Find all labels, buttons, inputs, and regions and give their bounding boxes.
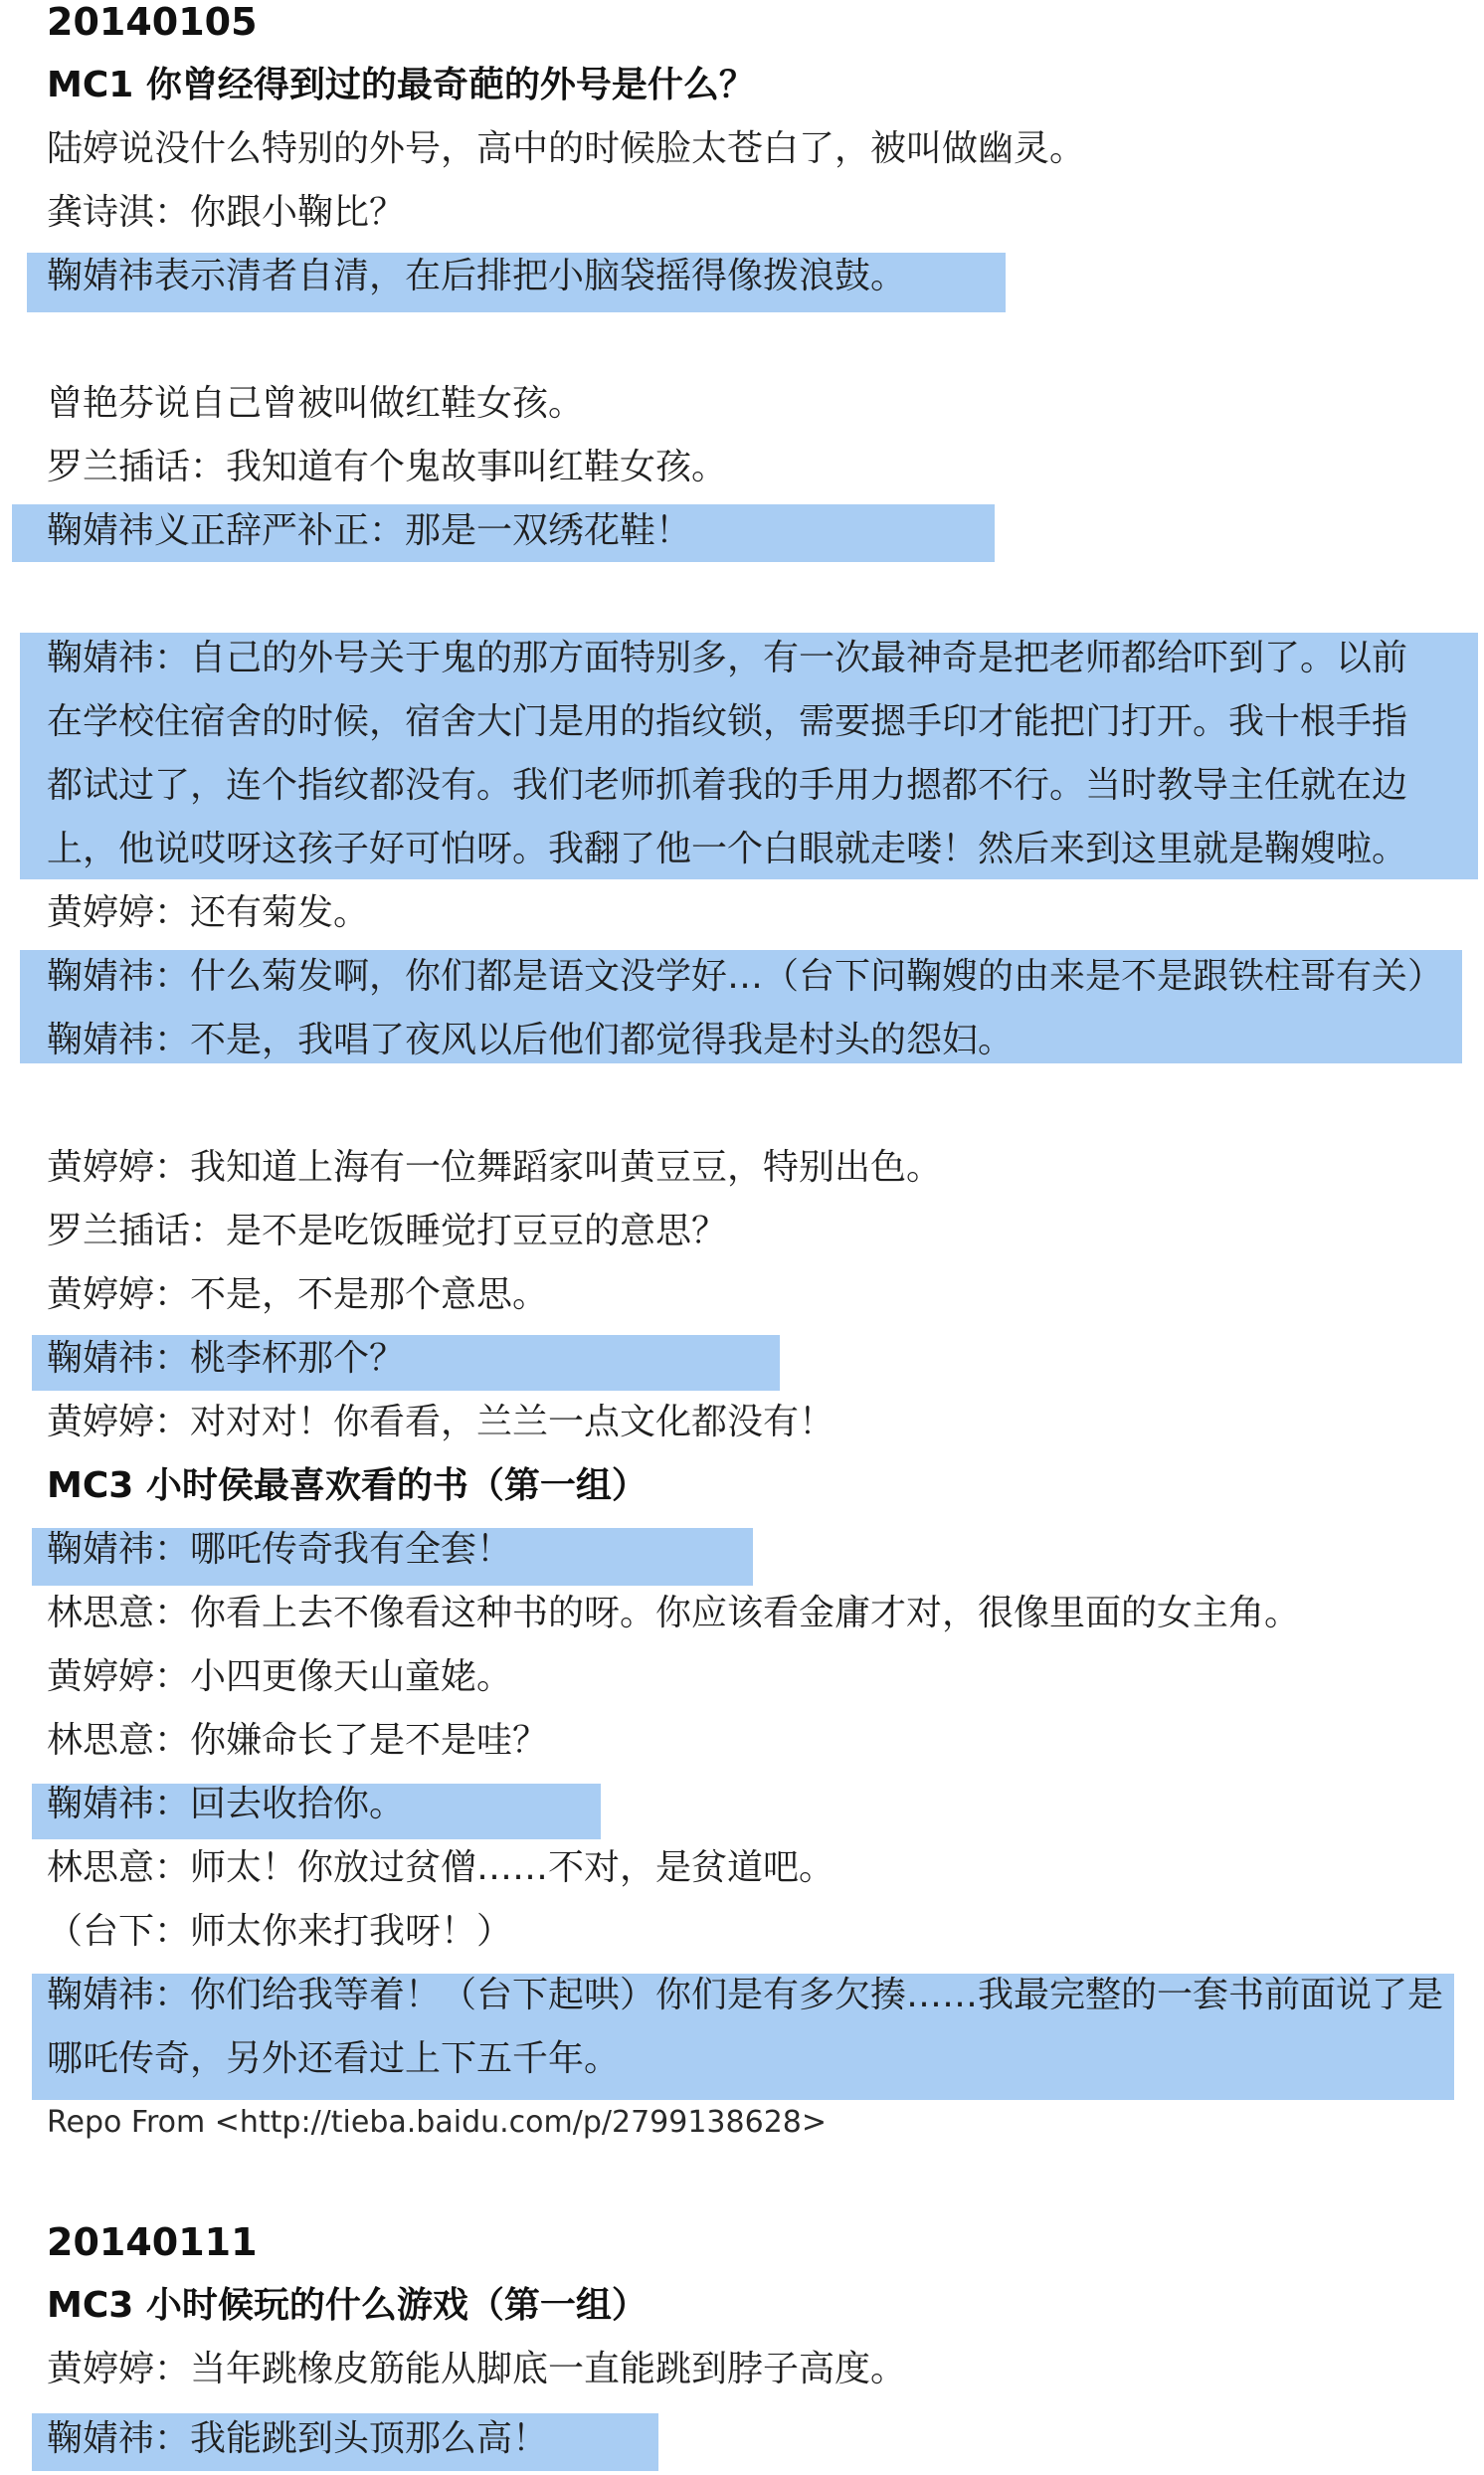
highlighted-line: 上，他说哎呀这孩子好可怕呀。我翻了他一个白眼就走喽！然后来到这里就是鞠嫂啦。: [47, 829, 1408, 869]
highlighted-line: 鞠婧祎：我能跳到头顶那么高！: [47, 2418, 549, 2459]
highlighted-line: 鞠婧祎义正辞严补正：那是一双绣花鞋！: [47, 510, 692, 551]
transcript-line: 黄婷婷：对对对！你看看，兰兰一点文化都没有！: [47, 1402, 835, 1442]
transcript-line: 曾艳芬说自己曾被叫做红鞋女孩。: [47, 383, 585, 424]
highlighted-line: 鞠婧祎：哪吒传奇我有全套！: [47, 1529, 513, 1570]
transcript-line: 黄婷婷：小四更像天山童姥。: [47, 1656, 513, 1697]
transcript-line: 罗兰插话：我知道有个鬼故事叫红鞋女孩。: [47, 447, 728, 487]
transcript-line: 林思意：师太！你放过贫僧……不对，是贫道吧。: [47, 1847, 835, 1888]
highlighted-line: 鞠婧祎：桃李杯那个？: [47, 1338, 406, 1379]
transcript-line: 陆婷说没什么特别的外号，高中的时候脸太苍白了，被叫做幽灵。: [47, 128, 1086, 169]
highlighted-line: 鞠婧祎表示清者自清，在后排把小脑袋摇得像拨浪鼓。: [47, 256, 907, 296]
transcript-line: 龚诗淇：你跟小鞠比？: [47, 192, 406, 233]
question-heading: MC3 小时候玩的什么游戏（第一组）: [47, 2285, 648, 2326]
transcript-line: 黄婷婷：我知道上海有一位舞蹈家叫黄豆豆，特别出色。: [47, 1147, 943, 1188]
source-link[interactable]: Repo From <http://tieba.baidu.com/p/2799138628>: [47, 2105, 827, 2140]
transcript-line: 林思意：你看上去不像看这种书的呀。你应该看金庸才对，很像里面的女主角。: [47, 1593, 1301, 1633]
highlighted-line: 都试过了，连个指纹都没有。我们老师抓着我的手用力摁都不行。当时教导主任就在边: [47, 765, 1408, 806]
highlighted-line: 在学校住宿舍的时候，宿舍大门是用的指纹锁，需要摁手印才能把门打开。我十根手指: [47, 701, 1408, 742]
highlighted-line: 鞠婧祎：回去收拾你。: [47, 1784, 406, 1824]
transcript-line: （台下：师太你来打我呀！）: [47, 1911, 513, 1952]
highlighted-line: 鞠婧祎：不是，我唱了夜风以后他们都觉得我是村头的怨妇。: [47, 1020, 1015, 1060]
question-heading: MC3 小时侯最喜欢看的书（第一组）: [47, 1465, 648, 1506]
transcript-line: 黄婷婷：当年跳橡皮筋能从脚底一直能跳到脖子高度。: [47, 2349, 907, 2389]
highlighted-line: 鞠婧祎：你们给我等着！（台下起哄）你们是有多欠揍……我最完整的一套书前面说了是: [47, 1975, 1444, 2015]
date-heading: 20140111: [47, 2220, 258, 2264]
transcript-line: 黄婷婷：不是，不是那个意思。: [47, 1274, 549, 1315]
date-heading: 20140105: [47, 0, 258, 44]
question-heading: MC1 你曾经得到过的最奇葩的外号是什么？: [47, 65, 755, 105]
transcript-line: 黄婷婷：还有菊发。: [47, 892, 370, 933]
transcript-line: 林思意：你嫌命长了是不是哇？: [47, 1720, 549, 1761]
transcript-line: 罗兰插话：是不是吃饭睡觉打豆豆的意思？: [47, 1211, 728, 1251]
highlighted-line: 鞠婧祎：什么菊发啊，你们都是语文没学好…（台下问鞠嫂的由来是不是跟铁柱哥有关）: [47, 956, 1444, 997]
highlighted-line: 鞠婧祎：自己的外号关于鬼的那方面特别多，有一次最神奇是把老师都给吓到了。以前: [47, 638, 1408, 678]
highlighted-line: 哪吒传奇，另外还看过上下五千年。: [47, 2038, 621, 2079]
